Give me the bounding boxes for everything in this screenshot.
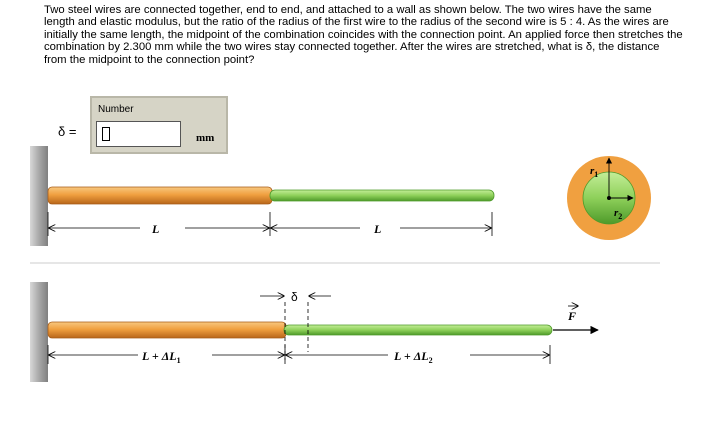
label-L-right: L: [374, 222, 382, 236]
question-text: Two steel wires are connected together, end to end, and attached to a wall as shown below. The two wires have the same length and elastic modulus, but the ratio of the radius of the first wire to the radius of the second wire is 5 : 4. As the wires are initially the same length, the midpoint of the combination coincides with the connection point. An applied force then stretches the combination by 2.300 mm while the two wires stay connected together. After the wires are stretched, what is δ, the distance from the midpoint to the connection point?: [44, 4, 683, 66]
label-L-plus-dL1: L + ΔL: [142, 349, 177, 363]
wire-1-top: [48, 187, 272, 204]
svg-text:L + ΔL2: [393, 349, 433, 365]
wall-bottom: [30, 282, 48, 382]
delta-label: δ: [291, 290, 298, 304]
wire-2-top: [270, 190, 494, 201]
label-L-left: L: [152, 222, 160, 236]
label-L-plus-dL2: L + ΔL: [394, 349, 429, 363]
r1-label: r: [590, 165, 595, 177]
r2-sub: 2: [618, 212, 623, 221]
wire-1-bottom: [48, 322, 286, 338]
delta-variable-label: δ =: [58, 124, 77, 139]
force-label: F: [568, 309, 577, 323]
label-L-plus-dL2-sub: 2: [428, 356, 433, 365]
answer-type-label: Number: [98, 104, 134, 115]
wall-top: [30, 146, 48, 246]
wire-2-bottom: [284, 325, 552, 335]
label-L-plus-dL1-sub: 1: [176, 356, 181, 365]
svg-text:L + ΔL1: [141, 349, 181, 365]
r2-label: r: [614, 207, 619, 219]
unit-label: mm: [196, 132, 215, 144]
r1-sub: 1: [594, 170, 599, 179]
